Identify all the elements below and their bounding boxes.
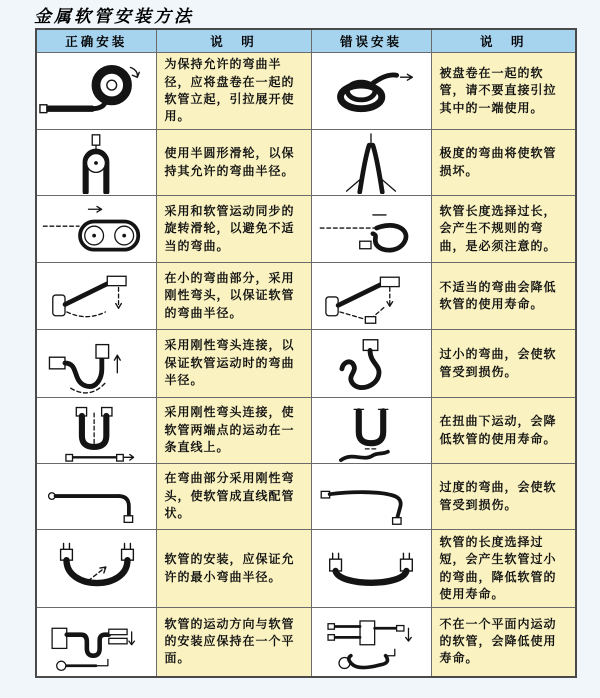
header-wrong-install: 错误安装: [311, 29, 431, 53]
wrong-image-cell: [311, 330, 431, 398]
correct-image-cell: [36, 196, 156, 263]
standing-coil-hose-unrolled-image: [37, 55, 155, 127]
header-wrong-note: 说 明: [431, 29, 576, 53]
header-correct-note: 说 明: [156, 29, 311, 53]
rigid-elbows-endpoints-aligned-u-image: [37, 400, 155, 462]
correct-note: 软管的安装，应保证允许的最小弯曲半径。: [156, 530, 311, 608]
correct-image-cell: [36, 530, 156, 608]
table-row: [36, 398, 576, 464]
wrong-note: 软管的长度选择过短，会产生软管过小的弯曲，降低软管的使用寿命。: [431, 530, 576, 608]
synchronized-rotating-pulleys-image: [37, 198, 155, 260]
table-row: [36, 130, 576, 196]
table-row: [36, 53, 576, 130]
improper-sharp-bend-image: [312, 265, 430, 327]
wrong-image-cell: [311, 608, 431, 677]
correct-note: 采用和软管运动同步的旋转滑轮，以避免不适当的弯曲。: [156, 196, 311, 263]
minimum-bend-radius-u-hose-image: [37, 533, 155, 605]
overbent-hose-elbow-image: [312, 466, 430, 528]
wrong-image-cell: [311, 130, 431, 196]
overlong-hose-irregular-loop-image: [312, 198, 430, 260]
flat-coil-hose-end-pulled-image: [312, 55, 430, 127]
too-short-hose-tight-bend-image: [312, 533, 430, 605]
sharply-folded-hose-image: [312, 132, 430, 194]
correct-note: 软管的运动方向与软管的安装应保持在一个平面。: [156, 608, 311, 677]
hoses-out-of-plane-image: [312, 610, 430, 674]
correct-image-cell: [36, 53, 156, 130]
wrong-image-cell: [311, 530, 431, 608]
wrong-image-cell: [311, 53, 431, 130]
correct-image-cell: [36, 130, 156, 196]
correct-image-cell: [36, 330, 156, 398]
correct-image-cell: [36, 464, 156, 530]
correct-image-cell: [36, 608, 156, 677]
wrong-image-cell: [311, 398, 431, 464]
correct-note: 在弯曲部分采用刚性弯头，使软管成直线配管状。: [156, 464, 311, 530]
correct-image-cell: [36, 398, 156, 464]
wrong-image-cell: [311, 263, 431, 330]
correct-note: 采用刚性弯头连接，使软管两端点的运动在一条直线上。: [156, 398, 311, 464]
correct-image-cell: [36, 263, 156, 330]
header-row: [36, 29, 576, 53]
table-row: [36, 530, 576, 608]
twisted-u-hose-image: [312, 400, 430, 462]
table-row: [36, 464, 576, 530]
straight-pipe-with-rigid-elbow-image: [37, 466, 155, 528]
wrong-note: 软管长度选择过长，会产生不规则的弯曲，是必须注意的。: [431, 196, 576, 263]
rigid-elbow-u-hose-image: [37, 332, 155, 396]
wrong-note: 极度的弯曲将使软管损坏。: [431, 130, 576, 196]
table-row: [36, 196, 576, 263]
page-title: 金属软管安装方法: [34, 7, 194, 27]
table-row: [36, 608, 576, 677]
wrong-note: 过小的弯曲，会使软管受到损伤。: [431, 330, 576, 398]
hose-installation-table: [35, 28, 577, 678]
hose-motion-in-one-plane-image: [37, 610, 155, 674]
wrong-image-cell: [311, 196, 431, 263]
wrong-note: 在扭曲下运动，会降低软管的使用寿命。: [431, 398, 576, 464]
table-row: [36, 263, 576, 330]
correct-note: 使用半圆形滑轮，以保持其允许的弯曲半径。: [156, 130, 311, 196]
wrong-note: 不适当的弯曲会降低软管的使用寿命。: [431, 263, 576, 330]
table-row: [36, 330, 576, 398]
too-small-bend-s-hose-image: [312, 332, 430, 396]
correct-note: 为保持允许的弯曲半径，应将盘卷在一起的软管立起，引拉展开使用。: [156, 53, 311, 130]
wrong-note: 不在一个平面内运动的软管，会降低使用寿命。: [431, 608, 576, 677]
hose-over-semicircular-pulley-image: [37, 132, 155, 194]
wrong-note: 过度的弯曲，会使软管受到损伤。: [431, 464, 576, 530]
wrong-note: 被盘卷在一起的软管，请不要直接引拉其中的一端使用。: [431, 53, 576, 130]
wrong-image-cell: [311, 464, 431, 530]
header-correct-install: 正确安装: [36, 29, 156, 53]
rigid-elbow-at-small-bend-image: [37, 265, 155, 327]
correct-note: 采用刚性弯头连接，以保证软管运动时的弯曲半径。: [156, 330, 311, 398]
correct-note: 在小的弯曲部分，采用刚性弯头，以保证软管的弯曲半径。: [156, 263, 311, 330]
